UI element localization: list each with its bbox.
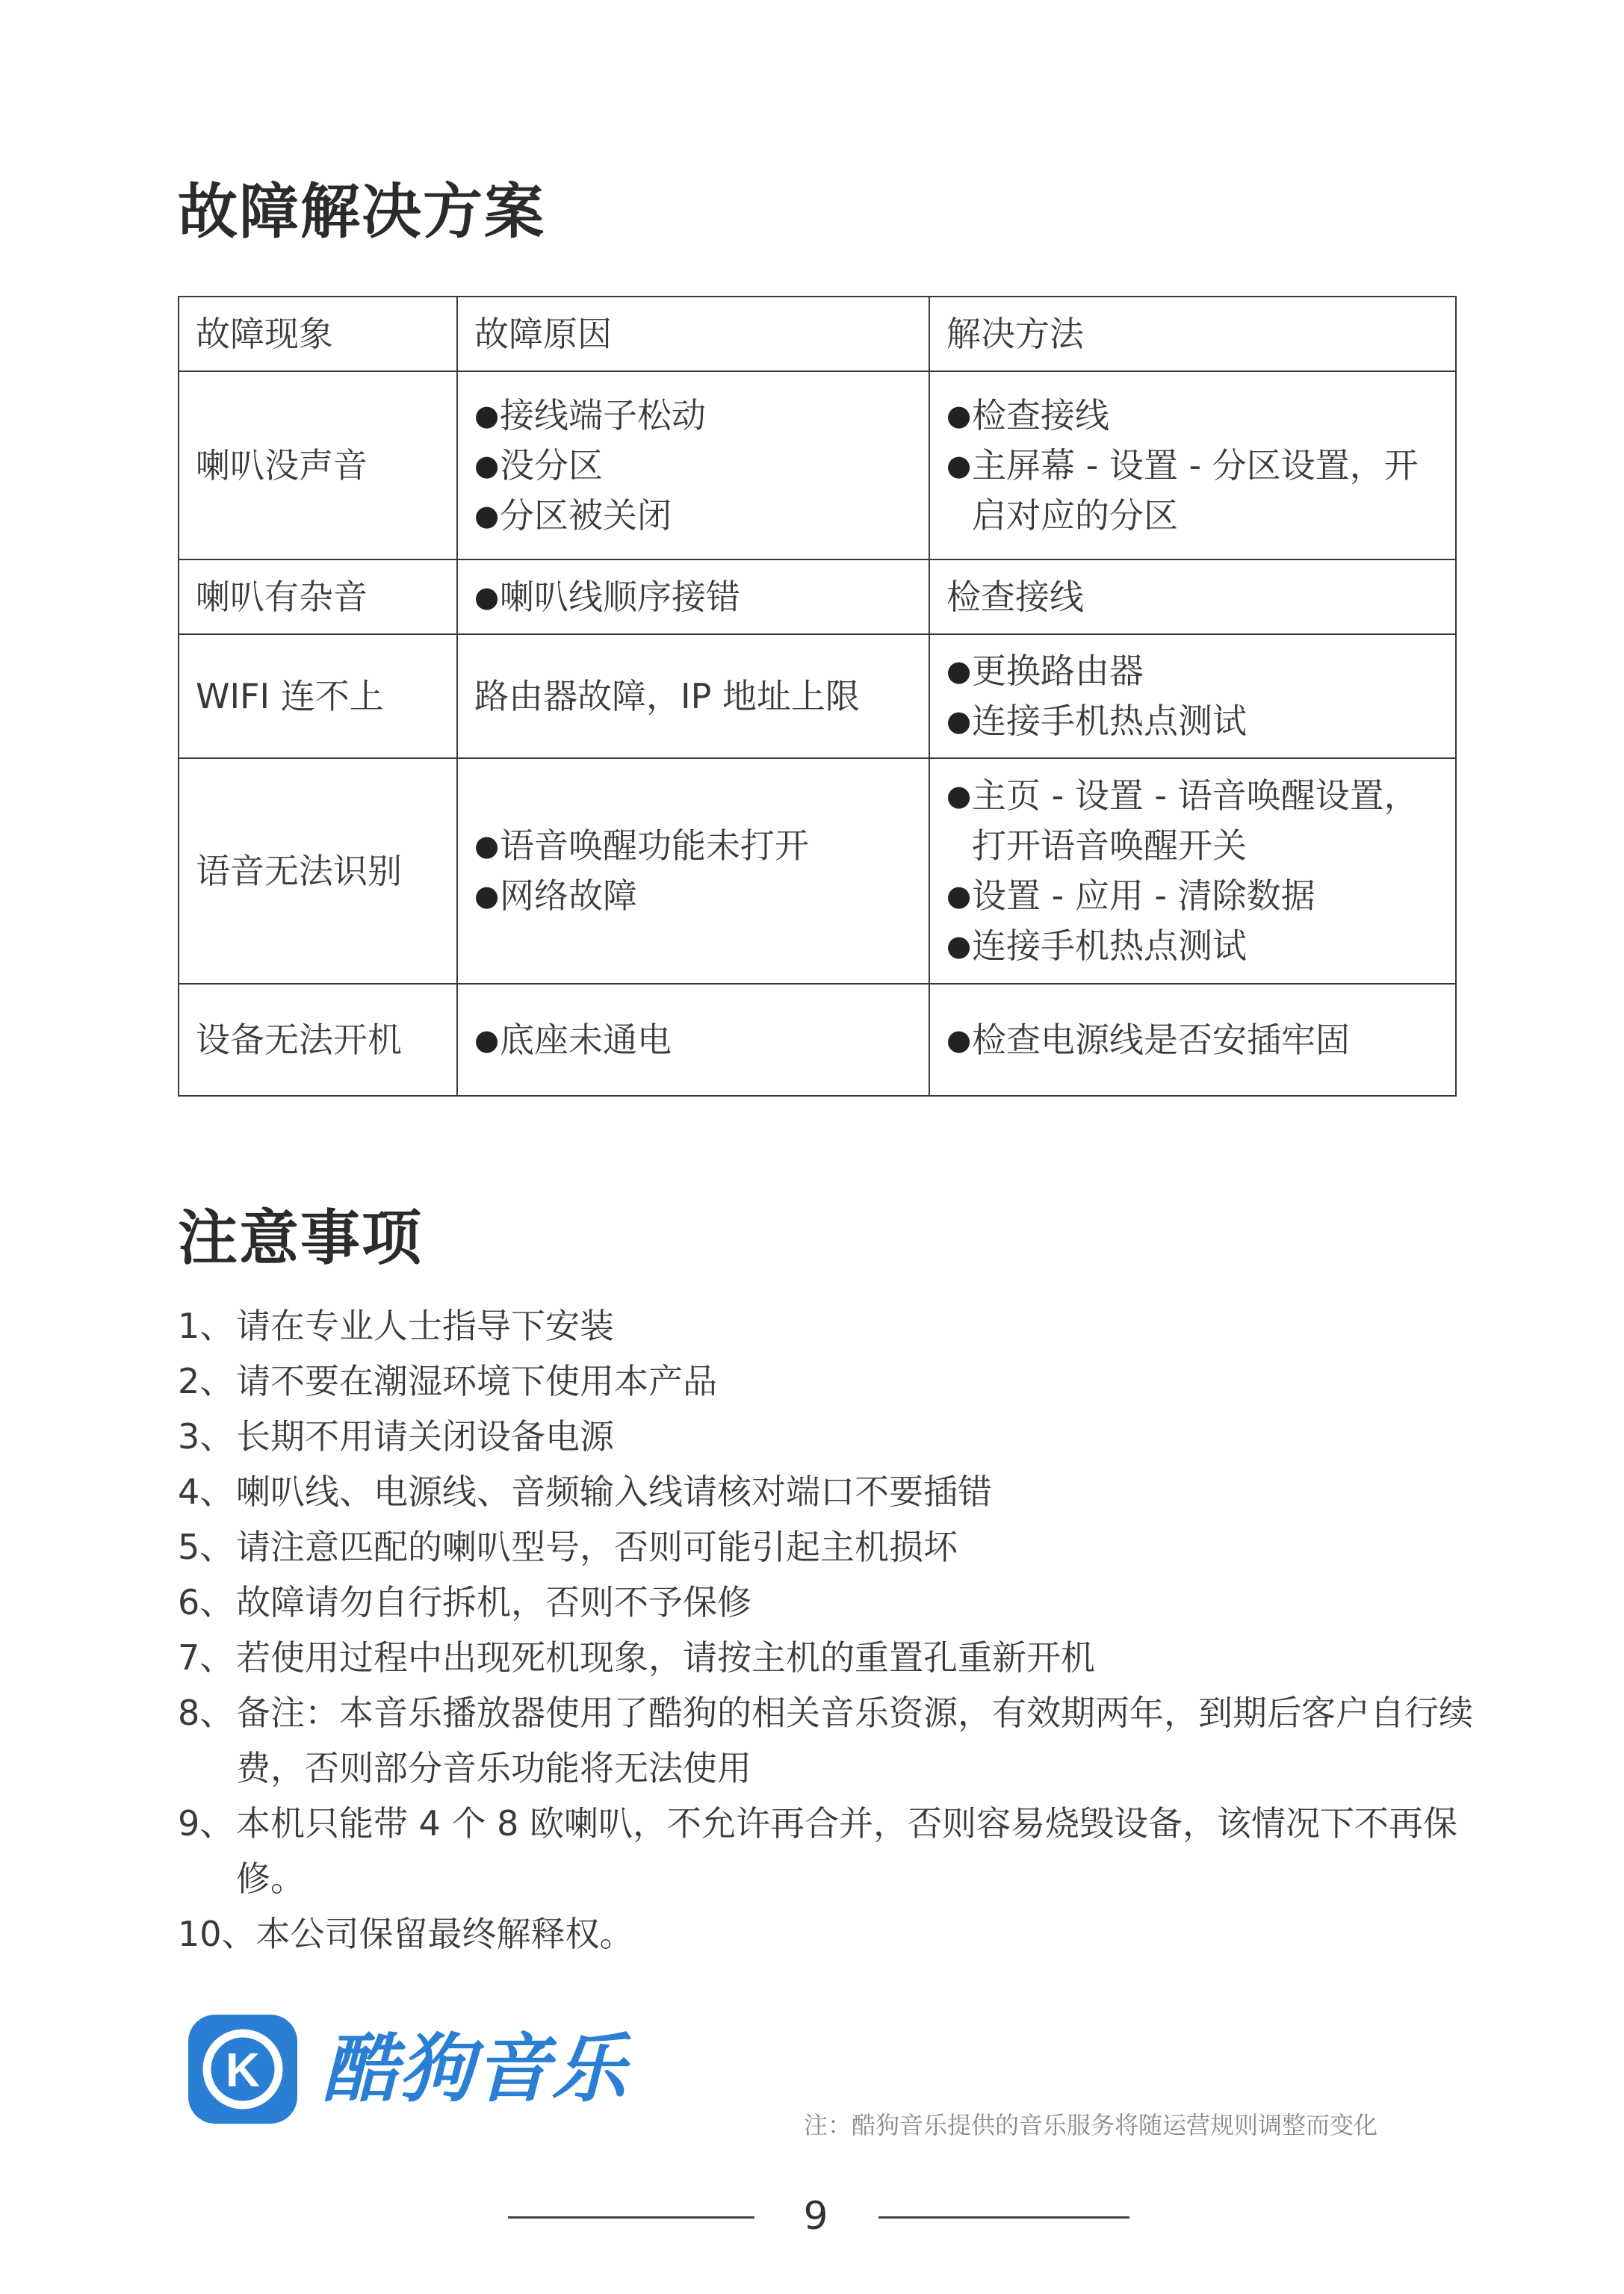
cause-cell [457, 559, 929, 634]
cause-cell [457, 984, 929, 1096]
solution-item: ● 检查电源线是否安插牢固 [946, 1015, 1439, 1065]
bullet-icon: ● [946, 879, 972, 912]
cause-item: ● 分区被关闭 [474, 491, 912, 541]
item-number: 1、 [178, 1306, 235, 1346]
item-number: 9、 [178, 1803, 235, 1844]
notes-heading: 注意事项 [178, 1203, 423, 1273]
item-number: 6、 [178, 1582, 235, 1622]
cause-cell [457, 371, 929, 559]
bullet-icon: ● [946, 929, 972, 962]
kugou-logo-icon [185, 2012, 300, 2127]
list-item [178, 1298, 1493, 1354]
solution-item: ● 主屏幕 - 设置 - 分区设置，开启对应的分区 [946, 441, 1439, 541]
item-number: 2、 [178, 1361, 235, 1401]
table-row [179, 634, 1456, 758]
bullet-icon: ● [946, 448, 972, 482]
item-number: 10、 [178, 1914, 256, 1954]
bullet-icon: ● [474, 580, 500, 613]
bullet-icon: ● [946, 654, 972, 687]
item-text: 请不要在潮湿环境下使用本产品 [236, 1361, 717, 1401]
symptom-cell: 喇叭没声音 [179, 371, 457, 559]
item-number: 5、 [178, 1527, 235, 1567]
item-text: 请注意匹配的喇叭型号，否则可能引起主机损坏 [236, 1527, 958, 1567]
bullet-icon: ● [946, 398, 972, 432]
bullet-icon: ● [946, 779, 972, 812]
table-row [179, 984, 1456, 1096]
solution-item: ● 设置 - 应用 - 清除数据 [946, 871, 1439, 921]
list-item [178, 1409, 1493, 1464]
bullet-icon: ● [474, 1023, 500, 1056]
header-cause: 故障原因 [457, 297, 929, 371]
item-text: 长期不用请关闭设备电源 [236, 1416, 614, 1457]
troubleshooting-heading: 故障解决方案 [178, 177, 545, 247]
solution-item: ● 检查接线 [946, 391, 1439, 441]
symptom-cell: 喇叭有杂音 [179, 559, 457, 634]
cause-item: ● 底座未通电 [474, 1015, 912, 1065]
table-header-row [179, 297, 1456, 371]
item-text: 本机只能带 4 个 8 欧喇叭，不允许再合并，否则容易烧毁设备，该情况下不再保修。 [236, 1803, 1458, 1899]
bullet-icon: ● [946, 1023, 972, 1056]
solution-item: ● 主页 - 设置 - 语音唤醒设置，打开语音唤醒开关 [946, 771, 1439, 871]
solution-item: ● 更换路由器 [946, 646, 1439, 696]
list-item [178, 1685, 1493, 1796]
cause-item: ● 网络故障 [474, 871, 912, 921]
solution-item: ● 连接手机热点测试 [946, 696, 1439, 746]
list-item [178, 1796, 1493, 1906]
table-row [179, 371, 1456, 559]
logo-wordmark: 酷狗音乐 [323, 2025, 627, 2112]
table-row [179, 758, 1456, 984]
service-disclaimer: 注：酷狗音乐提供的音乐服务将随运营规则调整而变化 [804, 2111, 1378, 2139]
header-solution: 解决方法 [929, 297, 1456, 371]
item-text: 请在专业人士指导下安装 [236, 1306, 614, 1346]
item-text: 故障请勿自行拆机，否则不予保修 [236, 1582, 751, 1622]
bullet-icon: ● [474, 398, 500, 432]
bullet-icon: ● [474, 829, 500, 862]
notes-list [178, 1298, 1493, 1962]
cause-cell: 路由器故障，IP 地址上限 [457, 634, 929, 758]
item-text: 喇叭线、电源线、音频输入线请核对端口不要插错 [236, 1472, 992, 1512]
cause-item: ● 语音唤醒功能未打开 [474, 821, 912, 871]
footer-divider-right [878, 2216, 1129, 2219]
logo-letter: K [225, 2043, 261, 2097]
cause-cell [457, 758, 929, 984]
list-item [178, 1519, 1493, 1575]
item-number: 8、 [178, 1693, 235, 1733]
item-text: 本公司保留最终解释权。 [255, 1914, 634, 1954]
kugou-logo [185, 2009, 641, 2129]
symptom-cell: 语音无法识别 [179, 758, 457, 984]
solution-cell [929, 371, 1456, 559]
bullet-icon: ● [474, 448, 500, 482]
bullet-icon: ● [474, 498, 500, 532]
list-item [178, 1906, 1493, 1962]
item-number: 4、 [178, 1472, 235, 1512]
solution-cell [929, 634, 1456, 758]
list-item [178, 1464, 1493, 1519]
item-number: 7、 [178, 1637, 235, 1678]
cause-item: ● 接线端子松动 [474, 391, 912, 441]
symptom-cell: 设备无法开机 [179, 984, 457, 1096]
table-row [179, 559, 1456, 634]
list-item [178, 1354, 1493, 1409]
footer-divider-left [508, 2216, 754, 2219]
page-number: 9 [803, 2194, 828, 2239]
solution-cell: 检查接线 [929, 559, 1456, 634]
bullet-icon: ● [474, 879, 500, 912]
item-text: 若使用过程中出现死机现象，请按主机的重置孔重新开机 [236, 1637, 1095, 1678]
item-text: 备注：本音乐播放器使用了酷狗的相关音乐资源，有效期两年，到期后客户自行续费，否则部分音乐功能将无法使用 [236, 1693, 1473, 1788]
list-item [178, 1575, 1493, 1630]
solution-cell [929, 758, 1456, 984]
cause-item: ● 喇叭线顺序接错 [474, 572, 912, 622]
cause-item: ● 没分区 [474, 441, 912, 491]
item-number: 3、 [178, 1416, 235, 1457]
list-item [178, 1630, 1493, 1685]
troubleshooting-table [178, 296, 1457, 1097]
solution-item: ● 连接手机热点测试 [946, 921, 1439, 971]
header-symptom: 故障现象 [179, 297, 457, 371]
bullet-icon: ● [946, 704, 972, 737]
solution-cell [929, 984, 1456, 1096]
symptom-cell: WIFI 连不上 [179, 634, 457, 758]
